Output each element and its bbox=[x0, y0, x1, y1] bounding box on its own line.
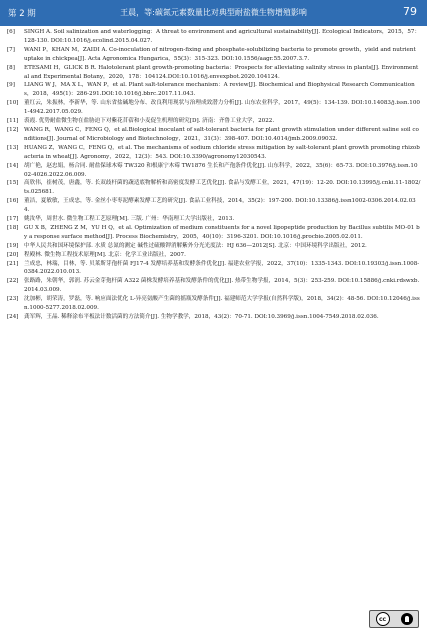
reference-number: [15] bbox=[7, 180, 19, 187]
page-number: 79 bbox=[403, 5, 417, 18]
reference-item bbox=[7, 277, 421, 295]
reference-item bbox=[7, 260, 421, 278]
reference-text: 兰成忠，林瑞，目林，等. 贝莱斯芽孢杆菌 FJ17-4 发酵培养基和发酵条件优化[J]. 福建农业学报，2022，37(10)：1335-1343. DOI:10.19303/j.issn.1008-0384.2022.010.013. bbox=[24, 260, 420, 276]
reference-number: [22] bbox=[7, 278, 19, 285]
reference-number: [24] bbox=[7, 314, 19, 320]
reference-number: [13] bbox=[7, 144, 19, 151]
reference-text: LIANG W J，MA X L，WAN P，et al. Plant salt-tolerance mechanism：A review[J]. Biochemical and Biophysical Research Communications，2018，495(1)：286-291.DOI:10.1016/j.bbrc.2017.11.043. bbox=[24, 82, 415, 98]
reference-text: 程殿林. 微生物工程技术原理[M]. 北京：化学工业出版社，2007. bbox=[24, 251, 186, 258]
reference-item bbox=[7, 81, 421, 99]
reference-number: [10] bbox=[7, 100, 19, 107]
reference-text: GU X B，ZHENG Z M，YU H Q，et al. Optimization of medium constituents for a novel lipopeptide production by Bacillus subtilis MO-01 by a response surface method[J]. Process Biochemistry，2005，40(10)：3196-3201. DOI:10.1016/j.procbio.2005.02.011. bbox=[24, 224, 420, 240]
reference-number: [11] bbox=[7, 118, 19, 125]
reference-text: SINGH A. Soil salinization and waterlogging：A threat to environment and agricultural sustainability[J]. Ecological Indicators，2015，57：128-130. DOI:10.1016/j.ecolind.2015.04.027. bbox=[24, 29, 421, 44]
reference-item bbox=[7, 144, 421, 162]
issue-label: 第 2 期 bbox=[8, 9, 36, 19]
reference-number: [23] bbox=[7, 296, 19, 303]
reference-text: 中华人民共和国环境保护部. 水质 总氮的测定 碱性过硫酸钾消解紫外分光光度法：HJ 636—2012[S]. 北京：中国环境科学出版社，2012. bbox=[24, 242, 367, 249]
reference-number: [14] bbox=[7, 162, 19, 169]
reference-text: 张路路，朱朝华，郭润. 苏云金芽孢杆菌 A322 菌株发酵培养基和发酵条件的优化[J]. 热带生物学报，2014，5(3)：253-259. DOI:10.15886/j.cnki.rdswxb.2014.03.009. bbox=[24, 278, 420, 294]
reference-text: 董洁，夏敏敏，王成忠，等. 金丝小枣枣泥酵素发酵工艺的研究[J]. 食品工业科技，2014，35(2)：197-200. DOI:10.13386/j.issn1002-0306.2014.02.034. bbox=[24, 198, 416, 214]
reference-text: 龚军辉，王晶. 稀释涂布平板法计数活菌的方法简介[J]. 生物学教学，2018，43(2)：70-71. DOI:10.3969/j.issn.1004-7549.2018.02.036. bbox=[24, 314, 379, 320]
reference-item bbox=[7, 28, 421, 46]
cc-by-license-badge[interactable] bbox=[369, 610, 419, 628]
reference-item bbox=[7, 117, 421, 126]
reference-number: [20] bbox=[7, 251, 19, 258]
reference-item bbox=[7, 99, 421, 117]
reference-item bbox=[7, 46, 421, 64]
reference-number: [6] bbox=[7, 29, 15, 35]
reference-text: WANI P，KHAN M，ZAIDI A. Co-inoculation of nitrogen-fixing and phosphate-solubilizing bacteria to promote growth，yield and nutrient uptake in chickpea[J]. Acta Agronomica Hungarica，55(3)：315-323. DOI:10.1556/aagr.55.2007.3.7. bbox=[24, 46, 416, 62]
reference-item bbox=[7, 242, 421, 251]
by-person-icon bbox=[401, 613, 413, 625]
cc-icon: cc bbox=[376, 612, 390, 626]
reference-number: [16] bbox=[7, 198, 19, 205]
reference-list bbox=[7, 28, 421, 322]
reference-text: 董红云，朱振林，李新华，等. 山东省盐碱地分布、改良利用现状与治理成效潜力分析[J]. 山东农业科学，2017，49(5)：134-139. DOI:10.14083/j.issn.1001-4942.2017.05.029. bbox=[24, 100, 420, 116]
reference-text: HUANG Z，WANG C，FENG Q，et al. The mechanisms of sodium chloride stress mitigation by salt-tolerant plant growth promoting rhizobacteria in wheat[J]. Agronomy，2022，12(3)：543. DOI:10.3390/agronomy12030543. bbox=[24, 144, 420, 160]
reference-item bbox=[7, 197, 421, 215]
reference-text: 裘霞. 优势耐盐微生物在盐胁迫下对紫花苜蓿和小麦促生机理的研究[D]. 济南：齐鲁工业大学，2022. bbox=[24, 118, 275, 125]
reference-text: WANG R，WANG C，FENG Q，et al.Biological inoculant of salt-tolerant bacteria for plant growth stimulation under different saline soil conditions[J]. Journal of Microbiology and Biotechnology，2021，31(3)：398-407. DOI:10.4014/jmb.2009.09032. bbox=[24, 126, 419, 142]
reference-text: 高欣伟，崔树茂，唐鑫，等. 长双歧杆菌的蔬适底物解析和高密度发酵工艺优化[J]. 食品与发酵工业，2021，47(19)：12-20. DOI:10.13995/j.cnki.11-1802/ts.025681. bbox=[24, 180, 421, 196]
reference-number: [9] bbox=[7, 82, 15, 89]
reference-number: [21] bbox=[7, 260, 19, 267]
reference-text: 姚汝华，周世水. 微生物工程工艺原理[M]. 三版. 广州：华南理工大学出版社，2013. bbox=[24, 216, 235, 223]
reference-number: [18] bbox=[7, 224, 19, 231]
reference-item bbox=[7, 251, 421, 260]
reference-number: [19] bbox=[7, 242, 19, 249]
reference-item bbox=[7, 179, 421, 197]
reference-number: [7] bbox=[7, 46, 15, 53]
running-title: 王晨，等:碳氮元素数量比对典型耐盐微生物增殖影响 bbox=[120, 8, 307, 17]
reference-item bbox=[7, 126, 421, 144]
page-header bbox=[0, 0, 427, 26]
reference-item bbox=[7, 224, 421, 242]
reference-item bbox=[7, 295, 421, 313]
reference-text: 胡广艳，赵忠娟，杨合同. 耐盐保球木霉 TW320 和根康宁木霉 TW1876 生长和产孢条件优化[J]. 山东科学，2022，35(6)：65-73. DOI:10.3976/j.issn.1002-4026.2022.06.009. bbox=[24, 162, 418, 178]
reference-number: [8] bbox=[7, 64, 15, 71]
reference-number: [17] bbox=[7, 216, 19, 223]
reference-text: 沈加彬，胡荣涛，罗磊，等. 响应面法优化 L-异亮氨酸产生菌的摇瓶发酵条件[J]. 福建师范大学学报(自然科学版)，2018，34(2)：48-56. DOI:10.12046/j.issn.1000-5277.2018.02.009. bbox=[24, 296, 420, 312]
reference-item bbox=[7, 162, 421, 180]
reference-item bbox=[7, 64, 421, 82]
reference-number: [12] bbox=[7, 126, 19, 133]
reference-item bbox=[7, 313, 421, 322]
reference-text: ETESAMI H，GLICK B R. Halotolerant plant growth-promoting bacteria：Prospects for alleviating salinity stress in plants[J]. Environmental and Experimental Botany，2020，178：104124.DOI:10.1016/j.envexpbot.2020.104124. bbox=[24, 64, 419, 80]
reference-item bbox=[7, 215, 421, 224]
